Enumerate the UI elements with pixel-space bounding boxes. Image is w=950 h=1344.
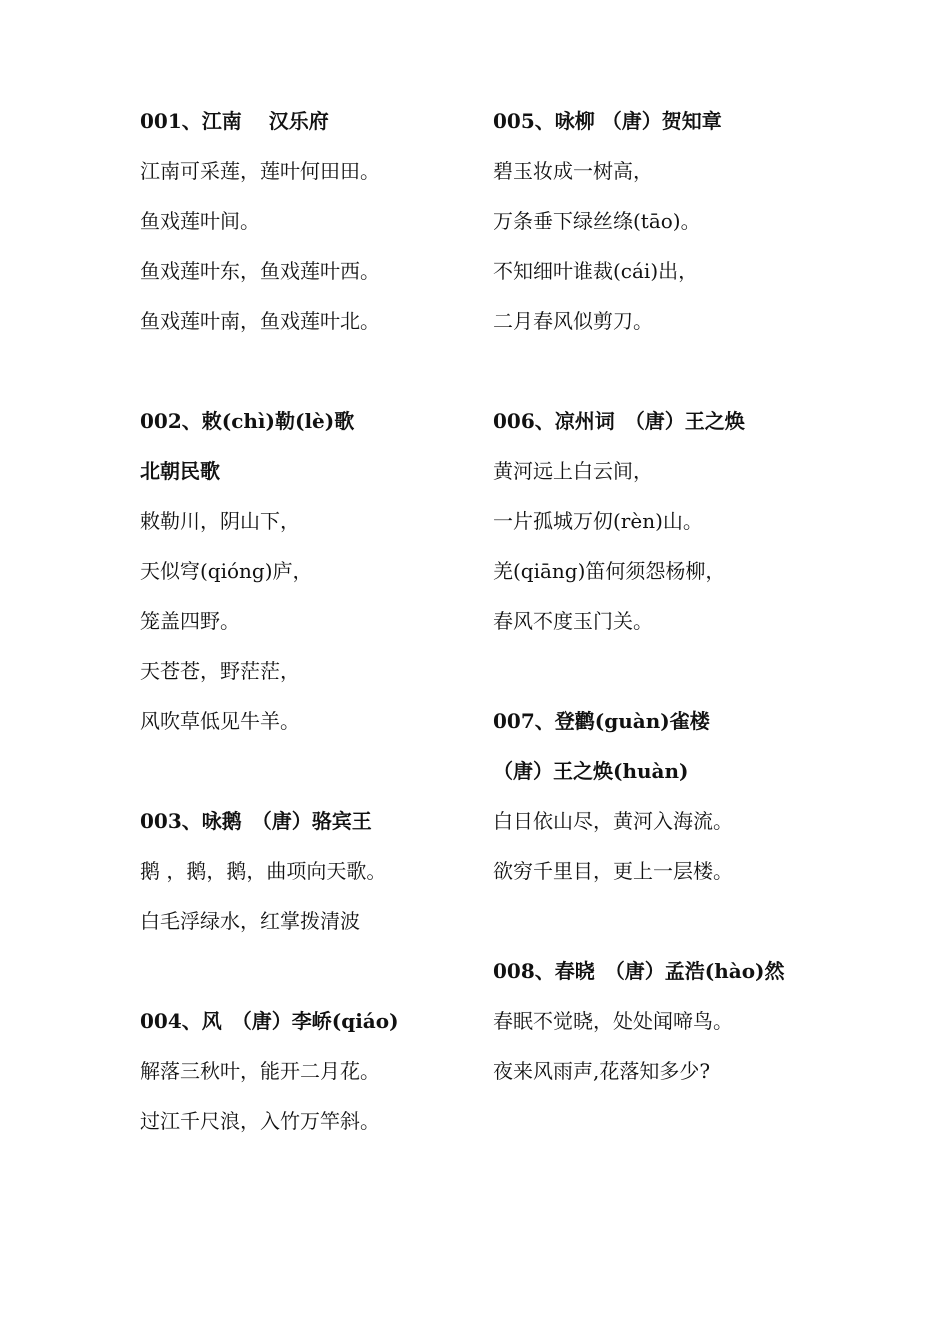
stanza-gap: [140, 946, 480, 996]
poem-line: 风吹草低见牛羊。: [140, 709, 300, 733]
poem-title: 007、登鹳(guàn)雀楼: [493, 709, 710, 733]
poem-line: 天苍苍，野茫茫，: [140, 659, 300, 683]
poem-line: 鱼戏莲叶东，鱼戏莲叶西。: [140, 259, 380, 283]
poem-line: 欲穷千里目，更上一层楼。: [493, 859, 733, 883]
stanza-gap: [493, 896, 833, 946]
poem-line: 笼盖四野。: [140, 609, 240, 633]
poem-line: 不知细叶谁裁(cái)出，: [493, 259, 699, 283]
poem-line: 春风不度玉门关。: [493, 609, 653, 633]
poem-title: 003、咏鹅 （唐）骆宾王: [140, 809, 372, 833]
poem-title: 北朝民歌: [140, 459, 220, 483]
poem-column-right: [493, 96, 833, 1096]
poem-line: 解落三秋叶，能开二月花。: [140, 1059, 380, 1083]
poem-line: 春眠不觉晓，处处闻啼鸟。: [493, 1009, 733, 1033]
poem-line: 江南可采莲，莲叶何田田。: [140, 159, 380, 183]
poem-title: （唐）王之焕(huàn): [493, 759, 689, 783]
poem-title: 001、江南 汉乐府: [140, 109, 329, 133]
stanza-gap: [140, 746, 480, 796]
poem-line: 鱼戏莲叶间。: [140, 209, 260, 233]
poem-line: 黄河远上白云间，: [493, 459, 653, 483]
poem-title: 008、春晓 （唐）孟浩(hào)然: [493, 959, 785, 983]
poem-line: 万条垂下绿丝绦(tāo)。: [493, 209, 701, 233]
poem-title: 004、风 （唐）李峤(qiáo): [140, 1009, 399, 1033]
poem-line: 羌(qiāng)笛何须怨杨柳，: [493, 559, 726, 583]
poem-title: 006、凉州词 （唐）王之焕: [493, 409, 745, 433]
poem-line: 一片孤城万仞(rèn)山。: [493, 509, 703, 533]
poem-title: 002、敕(chì)勒(lè)歌: [140, 409, 355, 433]
stanza-gap: [493, 346, 833, 396]
poem-line: 白日依山尽，黄河入海流。: [493, 809, 733, 833]
poem-line: 白毛浮绿水，红掌拨清波: [140, 909, 360, 933]
poem-line: 鹅 ，鹅，鹅，曲项向天歌。: [140, 859, 387, 883]
poem-line: 碧玉妆成一树高，: [493, 159, 653, 183]
poem-title: 005、咏柳 （唐）贺知章: [493, 109, 722, 133]
poem-line: 敕勒川，阴山下，: [140, 509, 300, 533]
stanza-gap: [493, 646, 833, 696]
poem-column-left: [140, 96, 480, 1146]
poem-line: 鱼戏莲叶南，鱼戏莲叶北。: [140, 309, 380, 333]
poem-line: 夜来风雨声,花落知多少?: [493, 1059, 711, 1083]
stanza-gap: [140, 346, 480, 396]
poem-line: 天似穹(qióng)庐，: [140, 559, 313, 583]
poem-line: 过江千尺浪，入竹万竿斜。: [140, 1109, 380, 1133]
poem-line: 二月春风似剪刀。: [493, 309, 653, 333]
